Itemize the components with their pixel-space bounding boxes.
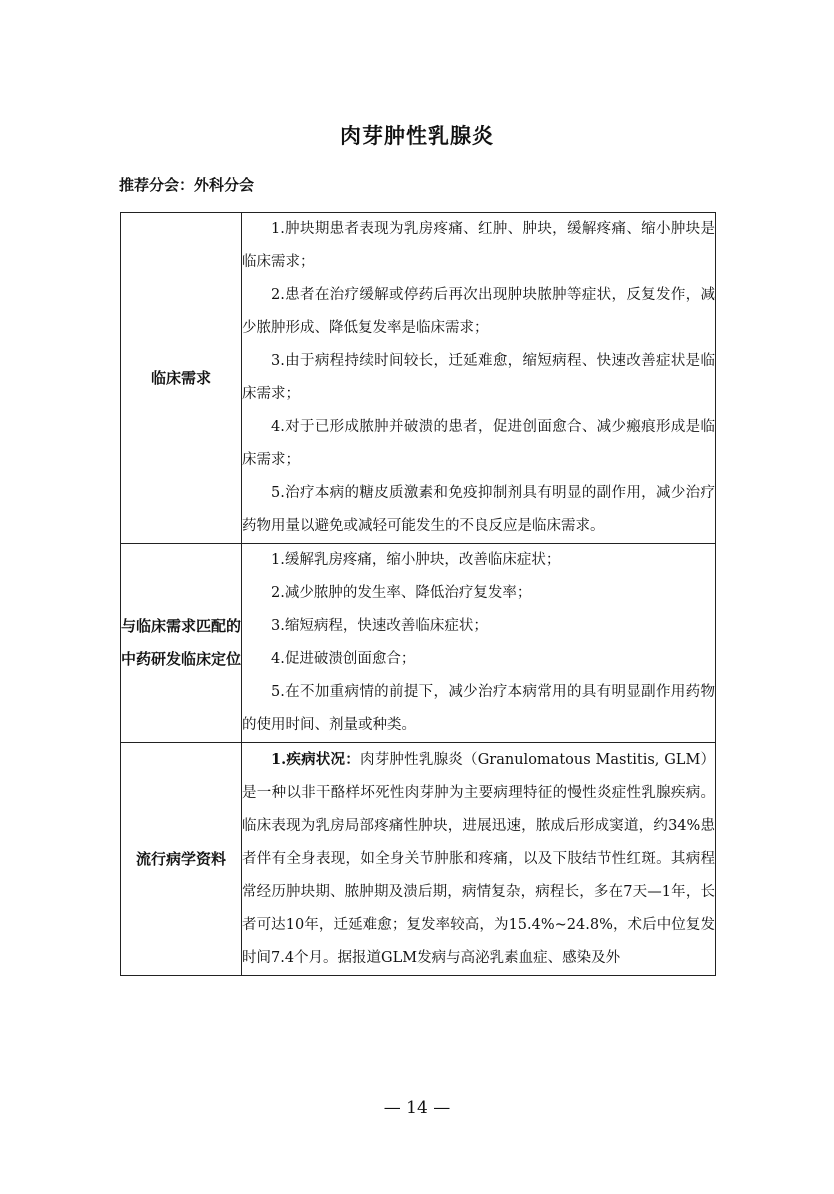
disease-status-heading: 1.疾病状况：	[271, 751, 360, 768]
list-item: 1.缓解乳房疼痛，缩小肿块，改善临床症状；	[271, 552, 561, 568]
row-content-clinical-positioning	[242, 544, 716, 743]
table-row	[121, 743, 716, 976]
row-content-clinical-needs	[242, 213, 716, 544]
list-item: 4.对于已形成脓肿并破溃的患者，促进创面愈合、减少瘢痕形成是临床需求；	[242, 419, 715, 468]
info-table	[120, 212, 716, 976]
list-item: 3.缩短病程，快速改善临床症状；	[271, 618, 488, 634]
row-content-epidemiology	[242, 743, 716, 976]
list-item: 1.肿块期患者表现为乳房疼痛、红肿、肿块，缓解疼痛、缩小肿块是临床需求；	[242, 221, 715, 270]
list-item: 5.在不加重病情的前提下，减少治疗本病常用的具有明显副作用药物的使用时间、剂量或种类。	[242, 684, 715, 733]
list-item	[242, 743, 715, 975]
row-label-epidemiology: 流行病学资料	[121, 743, 242, 976]
list-item: 4.促进破溃创面愈合；	[271, 651, 416, 667]
disease-status-text: 肉芽肿性乳腺炎（Granulomatous Mastitis, GLM）是一种以非干酪样坏死性肉芽肿为主要病理特征的慢性炎症性乳腺疾病。临床表现为乳房局部疼痛性肿块，进展迅速，脓成后形成窦道，约34%患者伴有全身表现，如全身关节肿胀和疼痛，以及下肢结节性红斑。其病程常经历肿块期、脓肿期及溃后期，病情复杂，病程长，多在7天—1年，长者可达10年，迁延难愈；复发率较高，为15.4%~24.8%，术后中位复发时间7.4个月。据报道GLM发病与高泌乳素血症、感染及外	[242, 752, 716, 966]
list-item: 2.患者在治疗缓解或停药后再次出现肿块脓肿等症状，反复发作，减少脓肿形成、降低复发率是临床需求；	[242, 287, 715, 336]
list-item: 2.减少脓肿的发生率、降低治疗复发率；	[271, 585, 532, 601]
row-label-clinical-positioning: 与临床需求匹配的中药研发临床定位	[121, 544, 242, 743]
table-row	[121, 213, 716, 544]
page-number: — 14 —	[383, 1098, 451, 1118]
list-item: 5.治疗本病的糖皮质激素和免疫抑制剂具有明显的副作用，减少治疗药物用量以避免或减轻可能发生的不良反应是临床需求。	[242, 485, 715, 534]
page-title: 肉芽肿性乳腺炎	[340, 124, 494, 148]
table-row	[121, 544, 716, 743]
list-item: 3.由于病程持续时间较长，迁延难愈，缩短病程、快速改善症状是临床需求；	[242, 353, 715, 402]
row-label-clinical-needs: 临床需求	[121, 213, 242, 544]
recommending-committee: 推荐分会：外科分会	[119, 176, 255, 194]
